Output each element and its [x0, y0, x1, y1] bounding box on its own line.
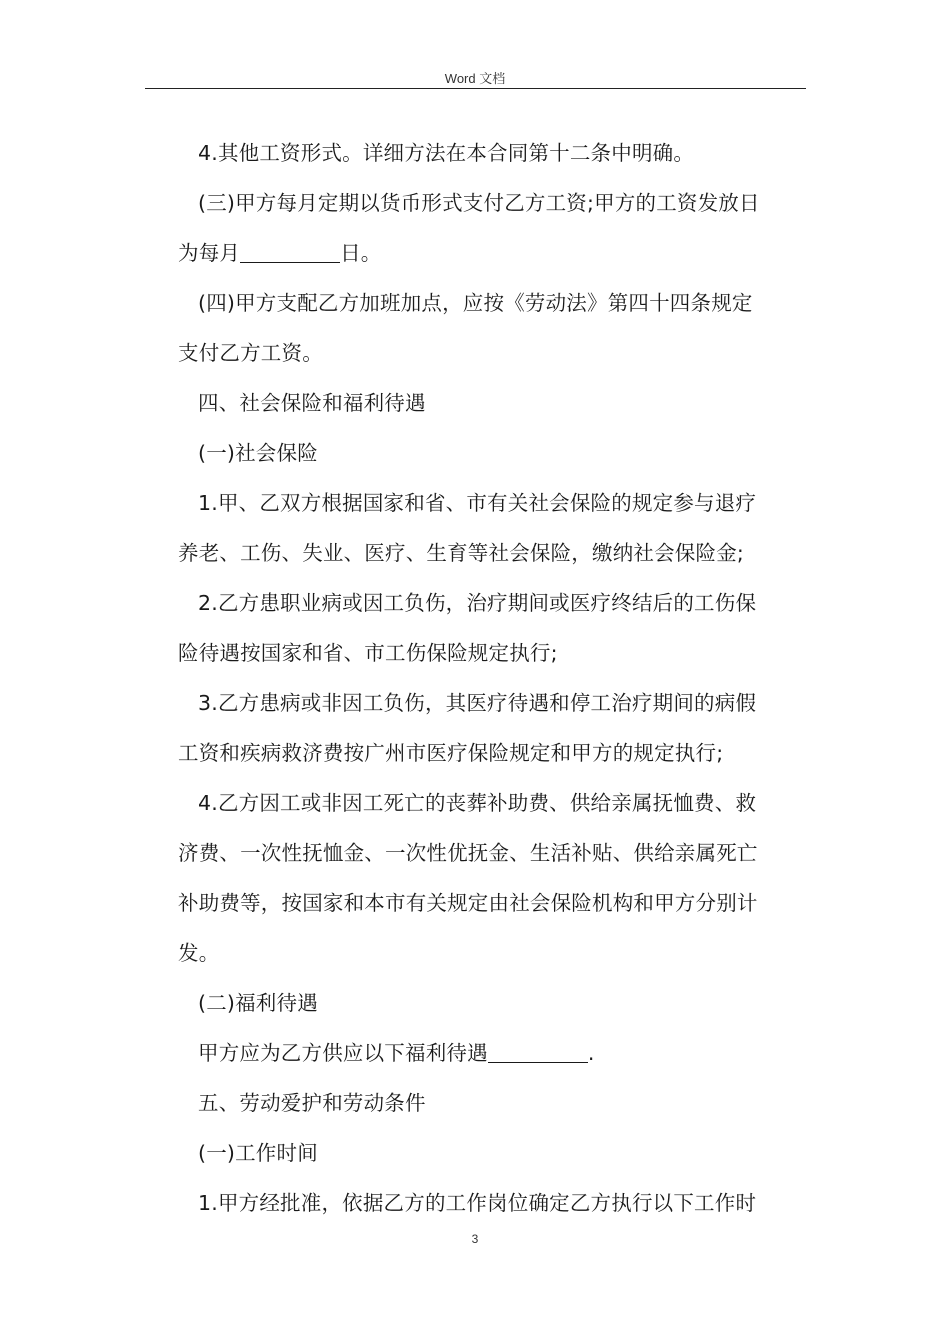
- paragraph: [178, 678, 808, 778]
- paragraph: [178, 278, 808, 378]
- paragraph: [178, 1178, 808, 1228]
- line-text: (二)福利待遇: [198, 991, 318, 1015]
- line-text-after-blank: .: [587, 1041, 595, 1065]
- paragraph-line: [178, 628, 808, 678]
- fill-in-blank: [240, 242, 340, 264]
- paragraph-line: [178, 778, 808, 828]
- document-header-title: Word 文档: [444, 71, 506, 86]
- line-text: 支付乙方工资。: [178, 341, 323, 365]
- line-text: 1.甲、乙双方根据国家和省、市有关社会保险的规定参与退疗: [198, 491, 757, 515]
- paragraph-line: [178, 328, 808, 378]
- line-text: 1.甲方经批准，依据乙方的工作岗位确定乙方执行以下工作时: [198, 1191, 757, 1215]
- line-text: (一)工作时间: [198, 1141, 318, 1165]
- line-text: 工资和疾病救济费按广州市医疗保险规定和甲方的规定执行;: [178, 741, 724, 765]
- paragraph-line: [178, 228, 808, 278]
- paragraph: [178, 478, 808, 578]
- line-text: 济费、一次性抚恤金、一次性优抚金、生活补贴、供给亲属死亡: [178, 841, 758, 865]
- paragraph-line: [178, 478, 808, 528]
- paragraph: [178, 578, 808, 678]
- line-text: 五、劳动爱护和劳动条件: [198, 1091, 426, 1115]
- paragraph-line: [178, 528, 808, 578]
- paragraph-line: [178, 128, 808, 178]
- paragraph-line: [178, 928, 808, 978]
- paragraph-line: [178, 978, 808, 1028]
- paragraph-line: [178, 828, 808, 878]
- paragraph-line: [178, 178, 808, 228]
- line-text: 3.乙方患病或非因工负伤，其医疗待遇和停工治疗期间的病假: [198, 691, 757, 715]
- paragraph-line: [178, 278, 808, 328]
- line-text: 四、社会保险和福利待遇: [198, 391, 426, 415]
- fill-in-blank: [488, 1042, 588, 1064]
- line-text: 甲方应为乙方供应以下福利待遇: [198, 1041, 488, 1065]
- paragraph-line: [178, 428, 808, 478]
- paragraph-line: [178, 878, 808, 928]
- paragraph: [178, 978, 808, 1028]
- paragraph: [178, 428, 808, 478]
- line-text: 险待遇按国家和省、市工伤保险规定执行;: [178, 641, 558, 665]
- line-text-after-blank: 日。: [340, 241, 382, 265]
- line-text: 养老、工伤、失业、医疗、生育等社会保险，缴纳社会保险金;: [178, 541, 745, 565]
- paragraph: [178, 128, 808, 178]
- line-text: 发。: [178, 941, 220, 965]
- line-text: (四)甲方支配乙方加班加点，应按《劳动法》第四十四条规定: [198, 291, 753, 315]
- paragraph-line: [178, 1028, 808, 1078]
- header-divider: [145, 88, 806, 89]
- paragraph-line: [178, 678, 808, 728]
- line-text: (一)社会保险: [198, 441, 318, 465]
- line-text: 4.乙方因工或非因工死亡的丧葬补助费、供给亲属抚恤费、救: [198, 791, 757, 815]
- paragraph: [178, 1078, 808, 1128]
- paragraph: [178, 178, 808, 278]
- page-number: 3: [471, 1232, 479, 1246]
- paragraph-line: [178, 1078, 808, 1128]
- paragraph-line: [178, 1128, 808, 1178]
- paragraph: [178, 378, 808, 428]
- paragraph-line: [178, 578, 808, 628]
- paragraph: [178, 778, 808, 978]
- paragraph-line: [178, 1178, 808, 1228]
- line-text: 补助费等，按国家和本市有关规定由社会保险机构和甲方分别计: [178, 891, 758, 915]
- line-text: 2.乙方患职业病或因工负伤，治疗期间或医疗终结后的工伤保: [198, 591, 757, 615]
- paragraph-line: [178, 728, 808, 778]
- paragraph-line: [178, 378, 808, 428]
- line-text: 为每月: [178, 241, 241, 265]
- paragraph: [178, 1128, 808, 1178]
- paragraph: [178, 1028, 808, 1078]
- line-text: 4.其他工资形式。详细方法在本合同第十二条中明确。: [198, 141, 695, 165]
- document-body: [178, 128, 808, 1228]
- line-text: (三)甲方每月定期以货币形式支付乙方工资;甲方的工资发放日: [198, 191, 760, 215]
